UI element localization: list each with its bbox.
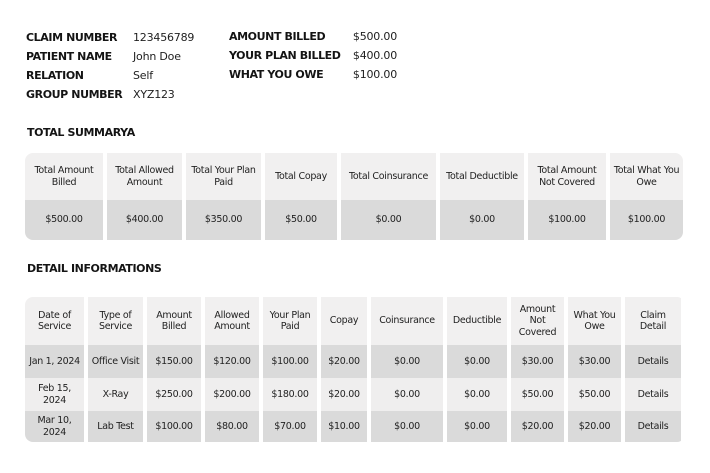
detail-cell: $100.00	[263, 345, 317, 378]
detail-header: Coinsurance	[371, 297, 443, 345]
detail-cell: $0.00	[447, 345, 507, 378]
detail-cell: X-Ray	[88, 378, 143, 411]
summary-header: Total Copay	[265, 153, 337, 200]
detail-cell: $0.00	[371, 345, 443, 378]
claim-number-label: CLAIM NUMBER	[26, 31, 118, 44]
summary-col-coinsurance	[341, 153, 436, 240]
detail-col-plan-paid	[263, 297, 317, 442]
summary-header: Total Coinsurance	[341, 153, 436, 200]
what-you-owe-label: WHAT YOU OWE	[229, 68, 324, 81]
summary-col-deductible	[440, 153, 524, 240]
detail-cell: $20.00	[321, 378, 367, 411]
summary-header: Total Deductible	[440, 153, 524, 200]
details-link[interactable]: Details	[625, 378, 681, 411]
plan-billed-label: YOUR PLAN BILLED	[229, 49, 341, 62]
detail-cell: $20.00	[568, 411, 621, 442]
summary-value: $100.00	[610, 200, 683, 240]
detail-header: Amount Billed	[147, 297, 201, 345]
details-link[interactable]: Details	[625, 411, 681, 442]
detail-cell: $10.00	[321, 411, 367, 442]
summary-header: Total Allowed Amount	[107, 153, 182, 200]
summary-header: Total What You Owe	[610, 153, 683, 200]
summary-value: $0.00	[440, 200, 524, 240]
amount-billed-label: AMOUNT BILLED	[229, 30, 326, 43]
detail-cell: $20.00	[321, 345, 367, 378]
detail-cell: $70.00	[263, 411, 317, 442]
detail-cell: $30.00	[511, 345, 564, 378]
detail-header: Amount Not Covered	[511, 297, 564, 345]
summary-title: TOTAL SUMMARYA	[27, 126, 135, 139]
detail-cell: $250.00	[147, 378, 201, 411]
detail-cell: $200.00	[205, 378, 259, 411]
detail-col-coinsurance	[371, 297, 443, 442]
summary-value: $350.00	[186, 200, 261, 240]
patient-name-label: PATIENT NAME	[26, 50, 112, 63]
group-number-value: XYZ123	[133, 88, 175, 101]
detail-col-allowed	[205, 297, 259, 442]
detail-col-deductible	[447, 297, 507, 442]
detail-header: Date of Service	[25, 297, 84, 345]
summary-value: $500.00	[25, 200, 103, 240]
summary-value: $50.00	[265, 200, 337, 240]
summary-header: Total Amount Not Covered	[528, 153, 606, 200]
patient-name-row	[26, 47, 194, 66]
detail-header: Claim Detail	[625, 297, 681, 345]
group-number-row	[26, 85, 194, 104]
detail-cell: $120.00	[205, 345, 259, 378]
claim-info-right	[229, 27, 397, 84]
plan-billed-value: $400.00	[352, 49, 397, 62]
what-you-owe-row	[229, 65, 397, 84]
summary-value: $100.00	[528, 200, 606, 240]
summary-value: $0.00	[341, 200, 436, 240]
amount-billed-value: $500.00	[352, 30, 397, 43]
what-you-owe-value: $100.00	[352, 68, 397, 81]
group-number-label: GROUP NUMBER	[26, 88, 123, 101]
detail-cell: Feb 15, 2024	[25, 378, 84, 411]
detail-cell: Mar 10, 2024	[25, 411, 84, 442]
summary-col-allowed	[107, 153, 182, 240]
summary-col-copay	[265, 153, 337, 240]
patient-name-value: John Doe	[133, 50, 181, 63]
detail-cell: $180.00	[263, 378, 317, 411]
detail-col-you-owe	[568, 297, 621, 442]
summary-header: Total Amount Billed	[25, 153, 103, 200]
detail-header: Copay	[321, 297, 367, 345]
detail-cell: $30.00	[568, 345, 621, 378]
claim-info-left	[26, 28, 194, 104]
detail-header: Allowed Amount	[205, 297, 259, 345]
detail-cell: Jan 1, 2024	[25, 345, 84, 378]
detail-col-date	[25, 297, 84, 442]
detail-col-claim-detail	[625, 297, 681, 442]
claim-number-value: 123456789	[133, 31, 195, 44]
summary-col-billed	[25, 153, 103, 240]
detail-cell: $0.00	[447, 411, 507, 442]
detail-title: DETAIL INFORMATIONS	[27, 262, 162, 275]
detail-cell: $20.00	[511, 411, 564, 442]
detail-cell: $0.00	[371, 411, 443, 442]
relation-row	[26, 66, 194, 85]
relation-value: Self	[133, 69, 153, 82]
detail-cell: $80.00	[205, 411, 259, 442]
summary-col-plan-paid	[186, 153, 261, 240]
summary-col-you-owe	[610, 153, 683, 240]
detail-cell: $150.00	[147, 345, 201, 378]
detail-header: Your Plan Paid	[263, 297, 317, 345]
detail-header: Type of Service	[88, 297, 143, 345]
summary-table	[25, 153, 683, 240]
detail-cell: $0.00	[447, 378, 507, 411]
summary-header: Total Your Plan Paid	[186, 153, 261, 200]
detail-cell: $0.00	[371, 378, 443, 411]
detail-cell: Office Visit	[88, 345, 143, 378]
detail-cell: $50.00	[568, 378, 621, 411]
detail-header: Deductible	[447, 297, 507, 345]
detail-cell: $50.00	[511, 378, 564, 411]
detail-table	[25, 297, 685, 442]
amount-billed-row	[229, 27, 397, 46]
summary-value: $400.00	[107, 200, 182, 240]
detail-col-type	[88, 297, 143, 442]
detail-cell: Lab Test	[88, 411, 143, 442]
detail-col-billed	[147, 297, 201, 442]
detail-col-not-covered	[511, 297, 564, 442]
details-link[interactable]: Details	[625, 345, 681, 378]
detail-header: What You Owe	[568, 297, 621, 345]
summary-col-not-covered	[528, 153, 606, 240]
detail-cell: $100.00	[147, 411, 201, 442]
detail-col-copay	[321, 297, 367, 442]
plan-billed-row	[229, 46, 397, 65]
relation-label: RELATION	[26, 69, 84, 82]
claim-number-row	[26, 28, 194, 47]
